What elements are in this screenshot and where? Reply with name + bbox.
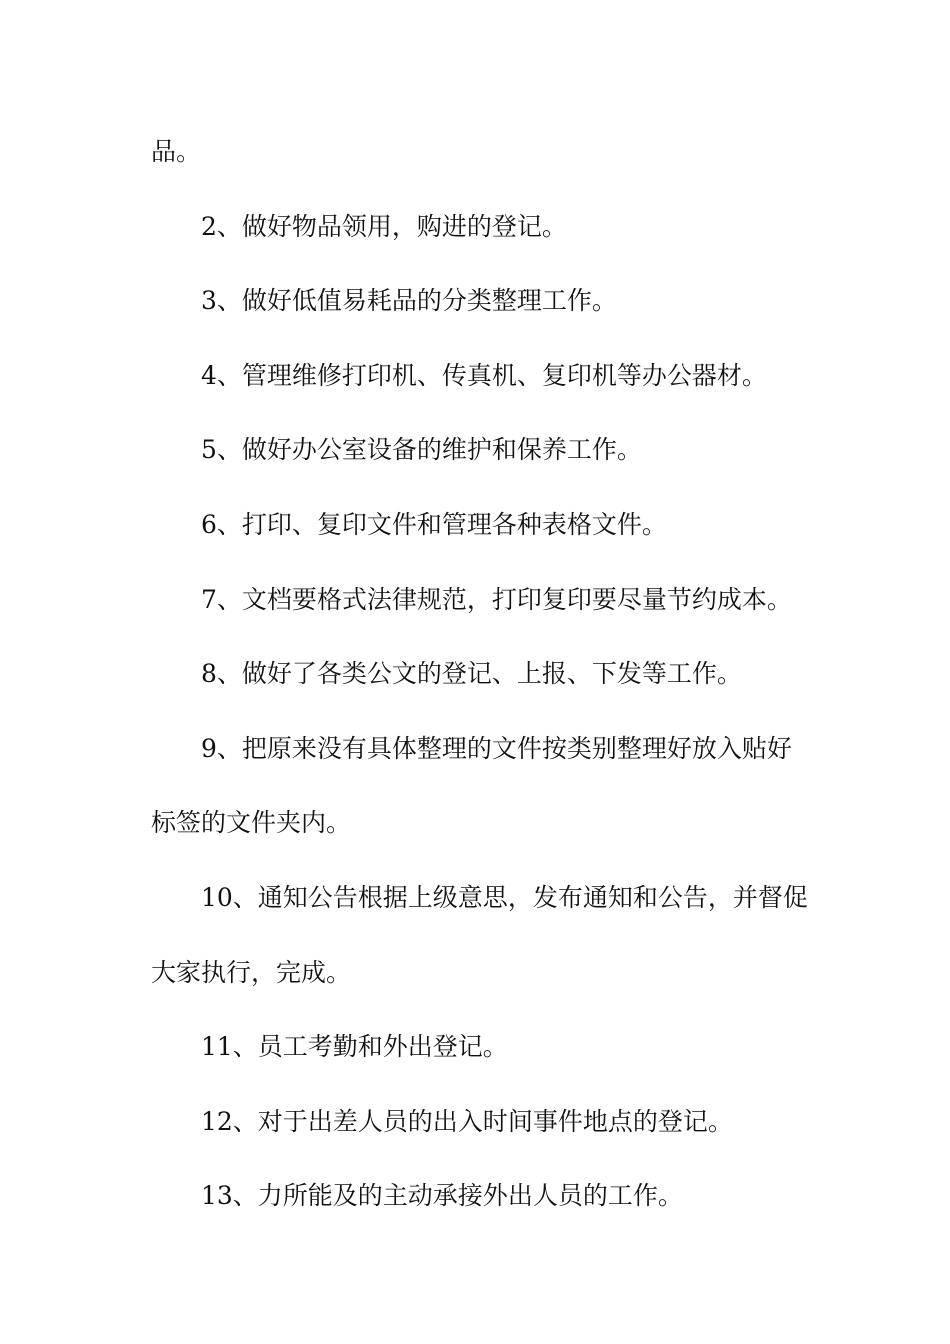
list-item-4: 4、管理维修打印机、传真机、复印机等办公器材。 <box>201 360 767 390</box>
list-item-11: 11、员工考勤和外出登记。 <box>201 1032 508 1062</box>
list-item-9: 9、把原来没有具体整理的文件按类别整理好放入贴好标签的文件夹内。 <box>151 733 792 838</box>
list-item-12: 12、对于出差人员的出入时间事件地点的登记。 <box>201 1106 733 1136</box>
list-item-3: 3、做好低值易耗品的分类整理工作。 <box>201 286 617 316</box>
list-item-6: 6、打印、复印文件和管理各种表格文件。 <box>201 509 667 539</box>
list-item-2: 2、做好物品领用，购进的登记。 <box>201 211 567 241</box>
list-item-5: 5、做好办公室设备的维护和保养工作。 <box>201 435 642 465</box>
list-item-8: 8、做好了各类公文的登记、上报、下发等工作。 <box>201 659 742 689</box>
list-item-7: 7、文档要格式法律规范，打印复印要尽量节约成本。 <box>201 584 792 614</box>
list-item-13: 13、力所能及的主动承接外出人员的工作。 <box>201 1181 683 1211</box>
list-item-10: 10、通知公告根据上级意思，发布通知和公告，并督促大家执行，完成。 <box>151 882 808 987</box>
paragraph-continuation: 品。 <box>151 137 202 166</box>
document-body <box>151 115 811 1234</box>
